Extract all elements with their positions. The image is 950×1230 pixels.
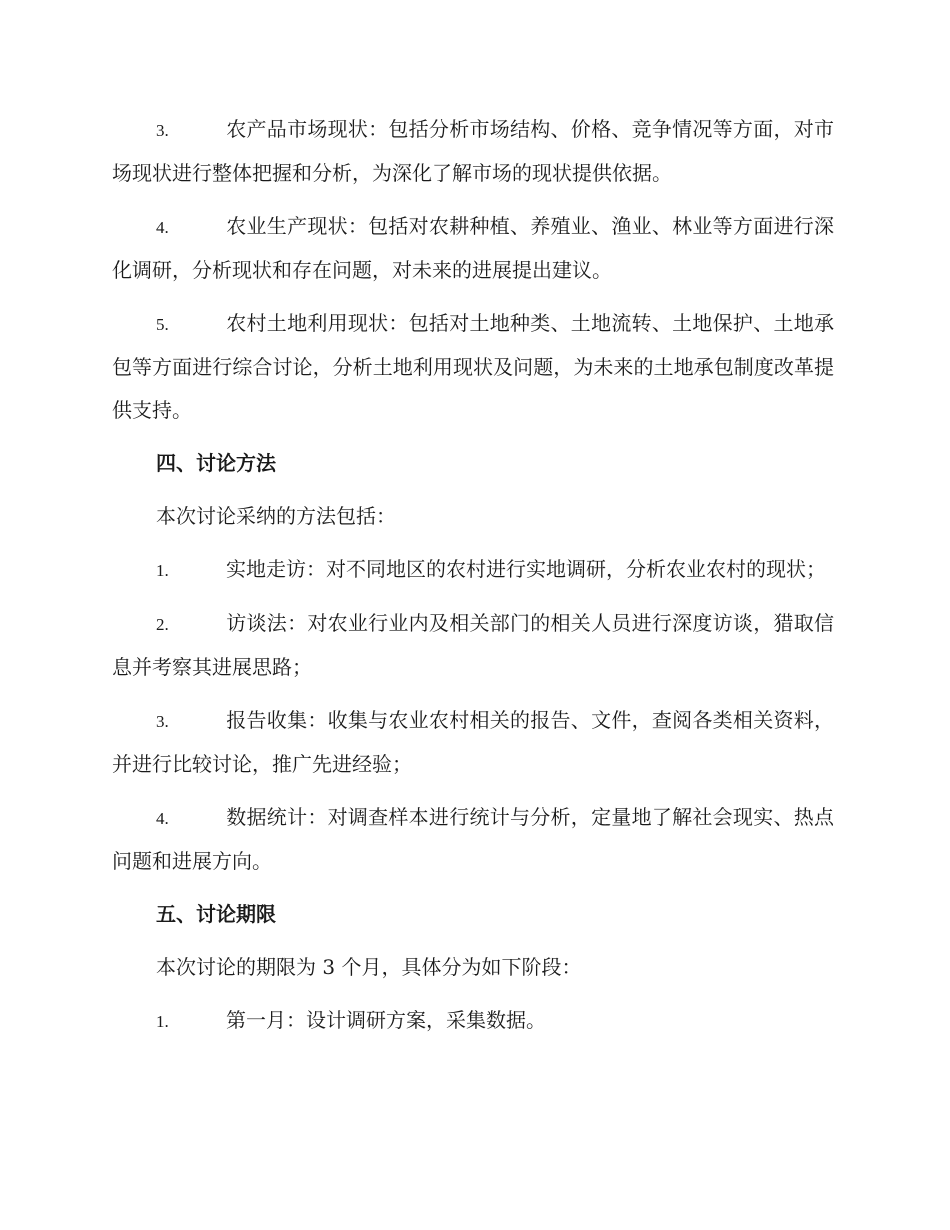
list-item [112, 302, 834, 432]
list-item-number: 4. [156, 218, 169, 237]
list-item-text: 访谈法：对农业行业内及相关部门的相关人员进行深度访谈，猎取信息并考察其进展思路； [112, 611, 834, 679]
list-item [112, 108, 834, 195]
list-item-number: 2. [156, 615, 169, 634]
list-item-text: 数据统计：对调查样本进行统计与分析，定量地了解社会现实、热点问题和进展方向。 [112, 805, 834, 873]
list-item [112, 205, 834, 292]
list-item-number: 3. [156, 712, 169, 731]
list-item-text: 农村土地利用现状：包括对土地种类、土地流转、土地保护、土地承包等方面进行综合讨论，分析土地利用现状及问题，为未来的土地承包制度改革提供支持。 [112, 311, 834, 422]
document-content [112, 108, 834, 1053]
list-item [112, 699, 834, 786]
list-item [112, 602, 834, 689]
list-item-number: 5. [156, 315, 169, 334]
section-intro-period: 本次讨论的期限为 3 个月，具体分为如下阶段： [156, 955, 582, 979]
list-item-number: 1. [156, 1012, 169, 1031]
section-intro-methods: 本次讨论采纳的方法包括： [156, 504, 396, 528]
list-item [112, 548, 834, 592]
list-item-number: 4. [156, 809, 169, 828]
list-item-text: 报告收集：收集与农业农村相关的报告、文件，查阅各类相关资料，并进行比较讨论，推广先进经验； [112, 708, 834, 776]
list-item-text: 农产品市场现状：包括分析市场结构、价格、竞争情况等方面，对市场现状进行整体把握和分析，为深化了解市场的现状提供依据。 [112, 117, 834, 185]
list-item-number: 1. [156, 561, 169, 580]
list-item [112, 796, 834, 883]
section-heading-period: 五、讨论期限 [156, 902, 276, 926]
list-item-text: 实地走访：对不同地区的农村进行实地调研，分析农业农村的现状； [226, 557, 826, 581]
section-heading-methods: 四、讨论方法 [156, 451, 276, 475]
list-item [112, 999, 834, 1043]
list-item-text: 第一月：设计调研方案，采集数据。 [226, 1008, 546, 1032]
list-item-number: 3. [156, 121, 169, 140]
list-item-text: 农业生产现状：包括对农耕种植、养殖业、渔业、林业等方面进行深化调研，分析现状和存在问题，对未来的进展提出建议。 [112, 214, 834, 282]
